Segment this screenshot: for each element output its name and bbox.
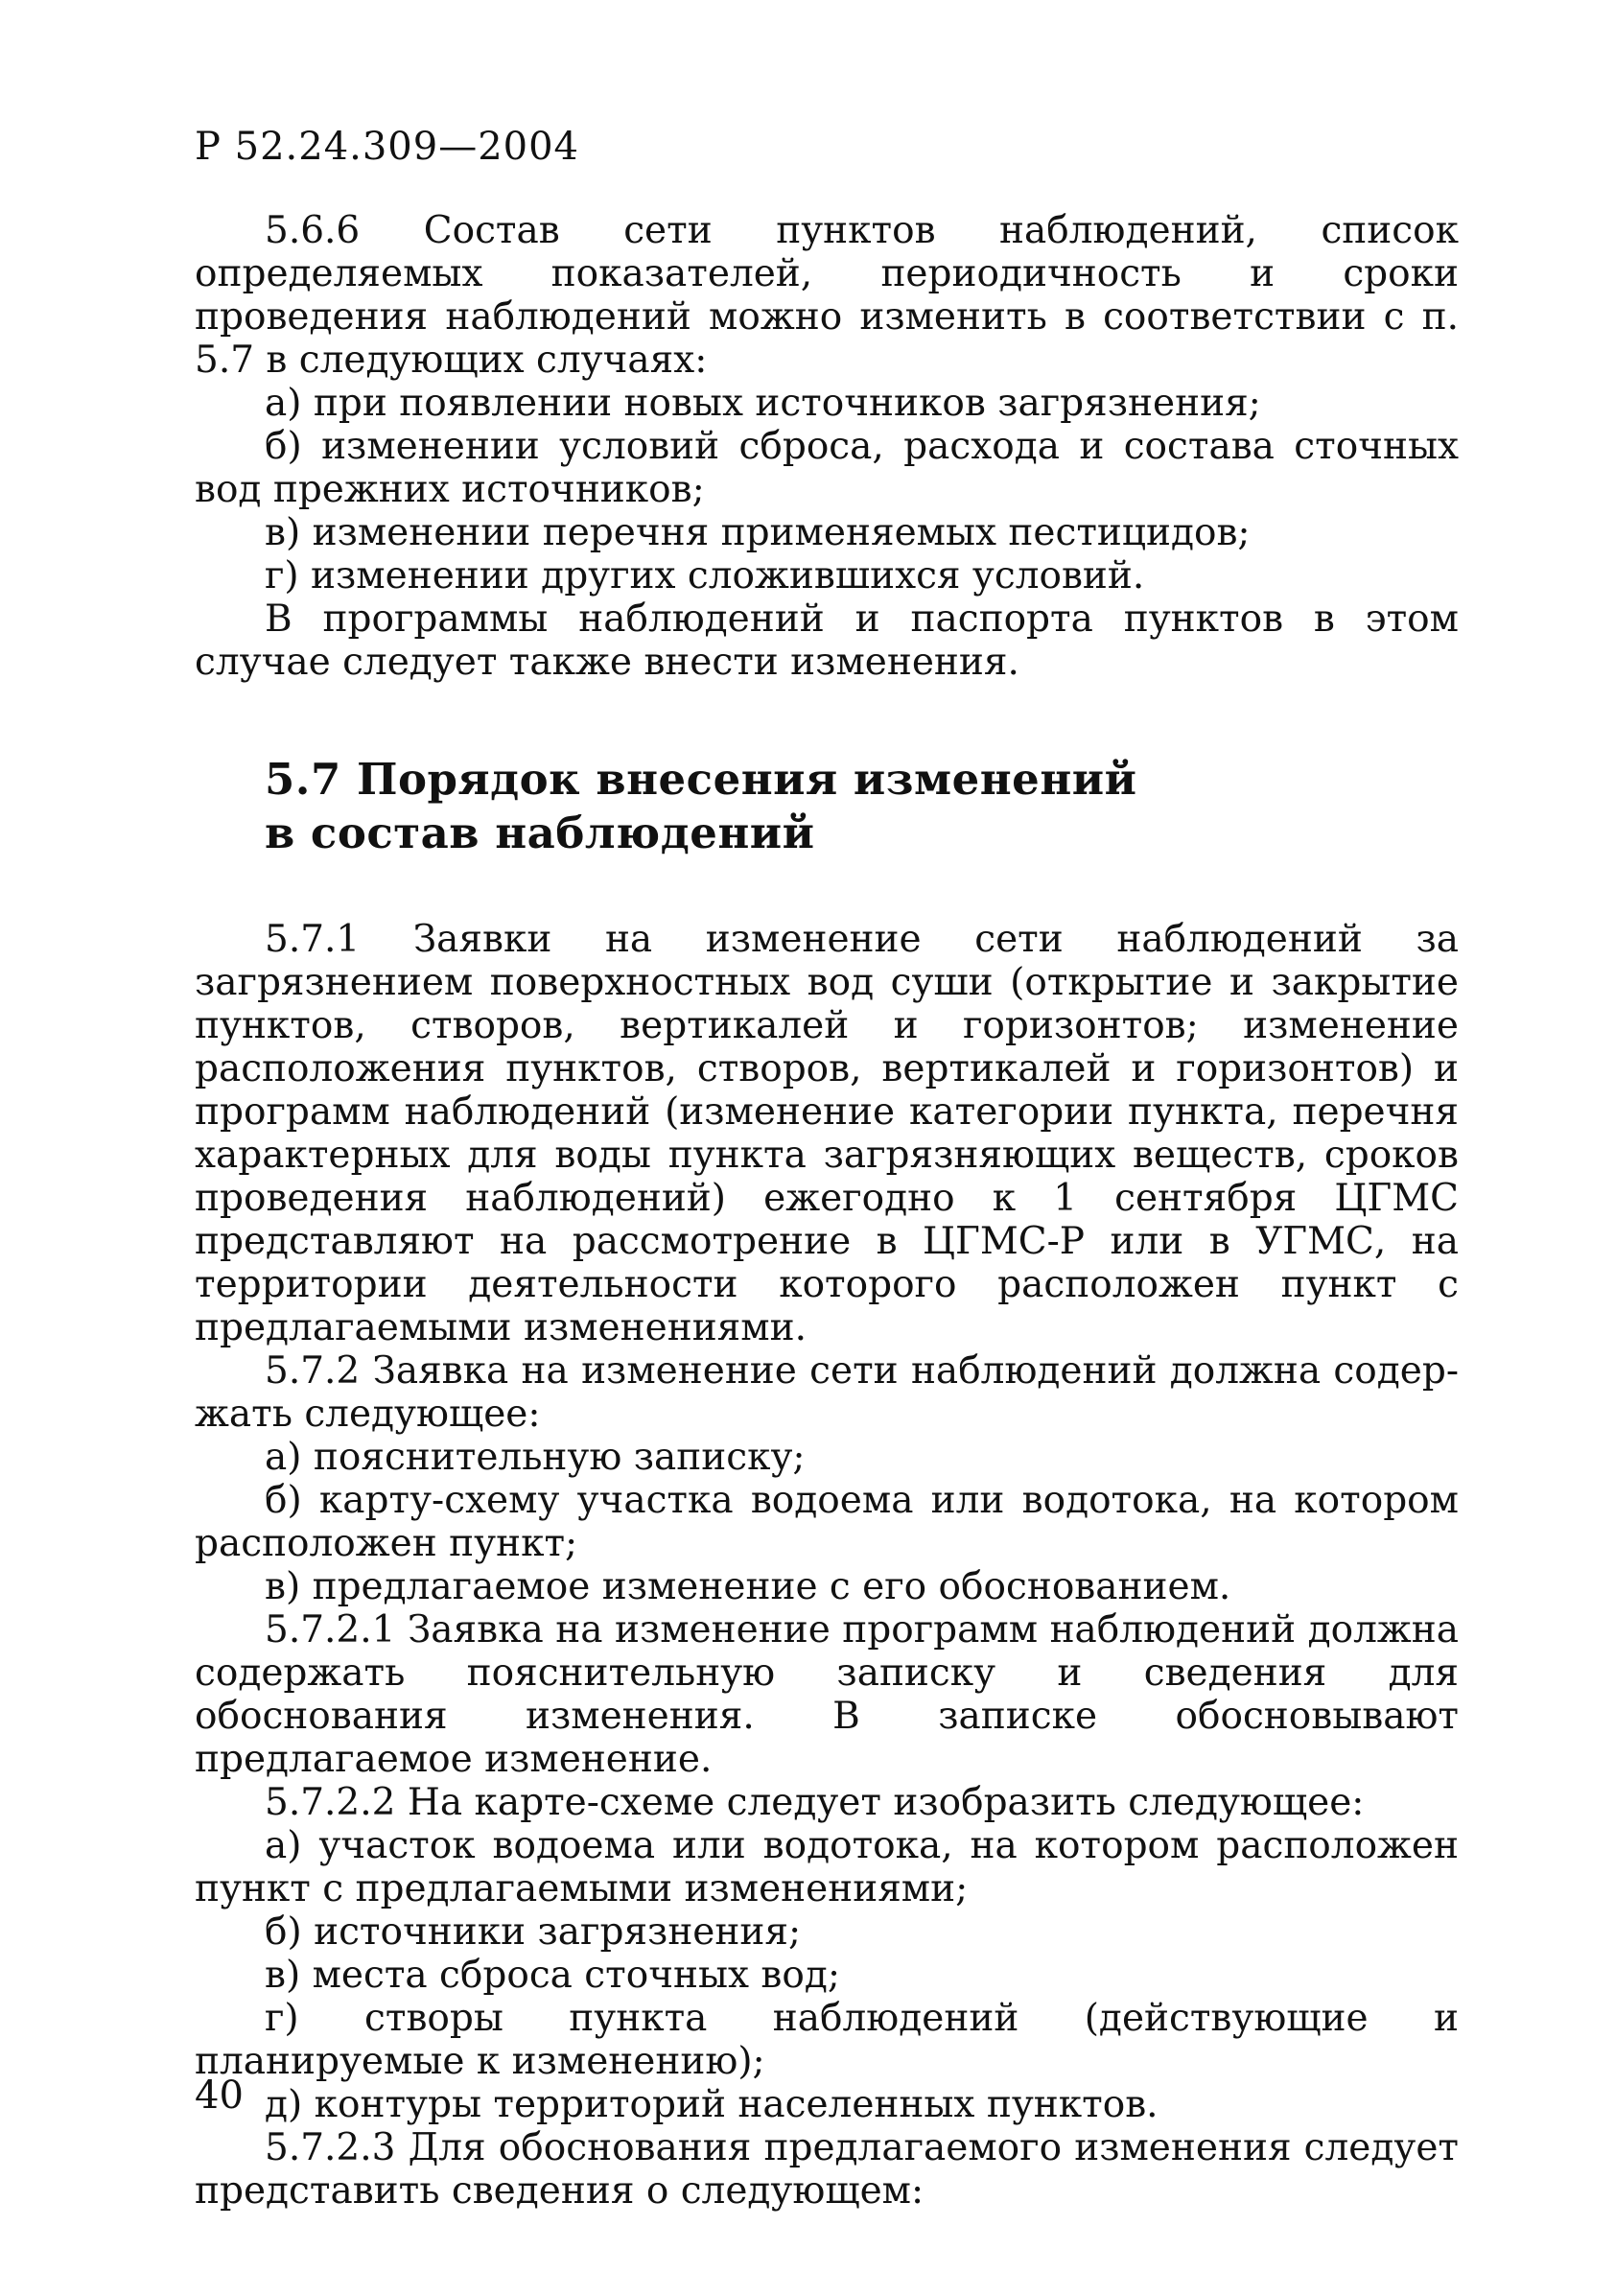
paragraph-5-7-2-3: 5.7.2.3 Для обоснования предлагаемого изменения следует представить сведения о следующем:: [195, 2126, 1459, 2213]
paragraph-5-7-2-1: 5.7.2.1 Заявка на изменение программ наблюдений должна содержать пояснительную записку и сведения для обоснования изменения. В записке обосновывают предлагаемое изменение.: [195, 1608, 1459, 1781]
list-item-b: б) изменении условий сброса, расхода и состава сточных вод прежних источников;: [195, 425, 1459, 511]
paragraph-5-7-2: 5.7.2 Заявка на изменение сети наблюдений должна содержать следующее:: [195, 1349, 1459, 1436]
page-body: [195, 209, 1459, 2213]
paragraph-5-6-6: 5.6.6 Состав сети пунктов наблюдений, список определяемых показателей, периодичность и сроки проведения наблюдений можно изменить в соответствии с п. 5.7 в следующих случаях:: [195, 209, 1459, 382]
paragraph-note: В программы наблюдений и паспорта пунктов в этом случае следует также внести изменения.: [195, 597, 1459, 684]
list-item-g: г) створы пункта наблюдений (действующие и планируемые к изменению);: [195, 1997, 1459, 2083]
list-item-a: а) участок водоема или водотока, на котором расположен пункт с предлагаемыми изменениями;: [195, 1824, 1459, 1910]
list-item-d: д) контуры территорий населенных пунктов.: [265, 2083, 1159, 2126]
list-item-b: б) источники загрязнения;: [265, 1910, 802, 1954]
list-item-a: а) пояснительную записку;: [265, 1436, 806, 1479]
list-item-a: а) при появлении новых источников загрязнения;: [265, 382, 1261, 425]
heading-spacer: [195, 860, 1459, 918]
list-item-b: б) карту-схему участка водоема или водотока, на котором расположен пункт;: [195, 1479, 1459, 1565]
section-heading-line-1: 5.7 Порядок внесения изменений: [265, 754, 1137, 805]
list-item-v: в) предлагаемое изменение с его обоснованием.: [265, 1565, 1231, 1608]
document-code: Р 52.24.309—2004: [195, 125, 579, 169]
paragraph-5-7-1: 5.7.1 Заявки на изменение сети наблюдений за загрязнением поверхностных вод суши (открытие и закрытие пунктов, створов, вертикалей и горизонтов; изменение расположения пунктов, створов, вертикалей и горизонтов) и программ наблюдений (изменение категории пункта, перечня характерных для воды пункта загрязняющих веществ, сроков проведения наблюдений) ежегодно к 1 сентября ЦГМС представляют на рассмотрение в ЦГМС-Р или в УГМС, на территории деятельности которого расположен пункт с предлагаемыми изменениями.: [195, 918, 1459, 1349]
list-item-v: в) изменении перечня применяемых пестицидов;: [265, 511, 1251, 554]
list-item-g: г) изменении других сложившихся условий.: [265, 554, 1145, 597]
paragraph-5-7-2-2: 5.7.2.2 На карте-схеме следует изобразить следующее:: [265, 1781, 1365, 1824]
section-heading-5-7: [265, 753, 1459, 860]
section-heading-line-2: в состав наблюдений: [265, 808, 815, 858]
page-number: 40: [195, 2073, 244, 2118]
list-item-v: в) места сброса сточных вод;: [265, 1954, 841, 1997]
